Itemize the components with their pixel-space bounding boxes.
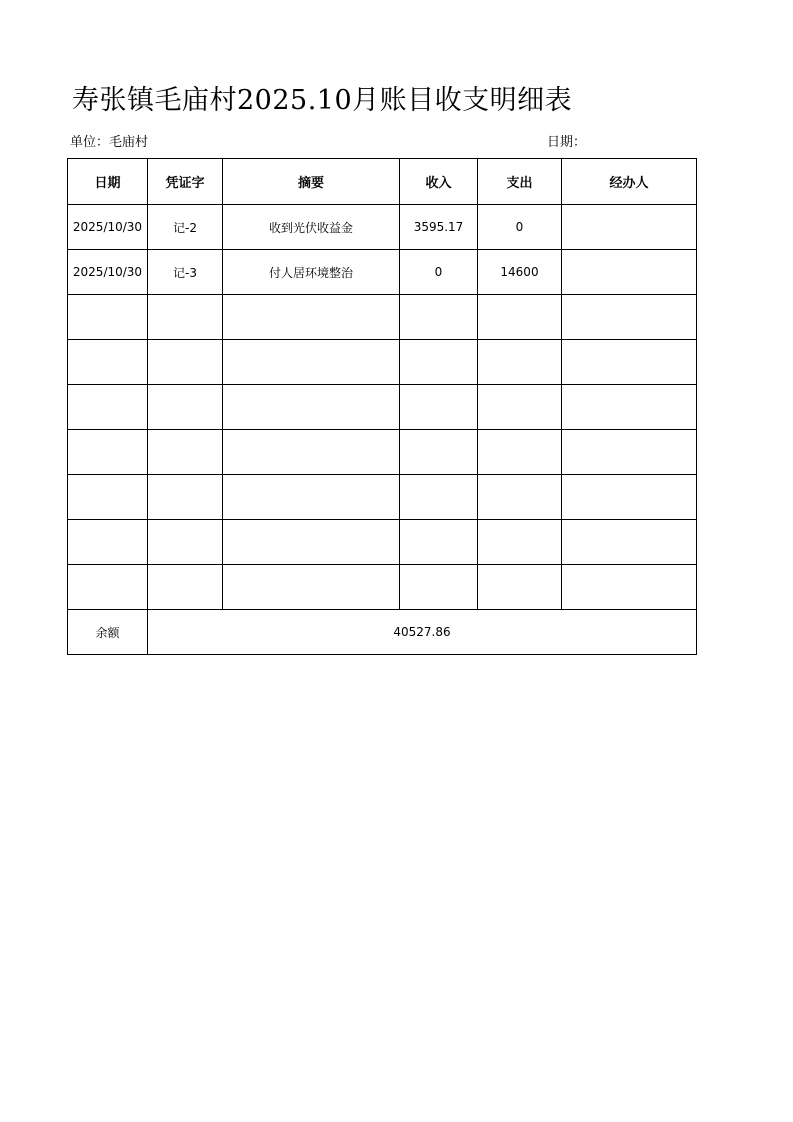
cell-voucher: 记-3	[148, 250, 223, 295]
col-header-date: 日期	[68, 159, 148, 205]
empty-cell	[400, 385, 478, 430]
empty-cell	[223, 430, 400, 475]
empty-cell	[148, 340, 223, 385]
empty-cell	[562, 475, 697, 520]
empty-cell	[478, 520, 562, 565]
cell-handler	[562, 250, 697, 295]
cell-income: 0	[400, 250, 478, 295]
empty-cell	[148, 430, 223, 475]
cell-summary: 付人居环境整治	[223, 250, 400, 295]
empty-cell	[562, 385, 697, 430]
empty-cell	[562, 340, 697, 385]
empty-cell	[68, 520, 148, 565]
empty-cell	[148, 565, 223, 610]
empty-cell	[400, 430, 478, 475]
empty-cell	[223, 295, 400, 340]
empty-cell	[223, 565, 400, 610]
cell-date: 2025/10/30	[68, 205, 148, 250]
empty-row	[68, 475, 697, 520]
empty-cell	[478, 475, 562, 520]
empty-row	[68, 520, 697, 565]
empty-cell	[223, 520, 400, 565]
empty-cell	[478, 565, 562, 610]
empty-row	[68, 295, 697, 340]
empty-cell	[478, 430, 562, 475]
page-title: 寿张镇毛庙村2025.10月账目收支明细表	[72, 85, 573, 116]
empty-cell	[148, 385, 223, 430]
empty-cell	[148, 295, 223, 340]
empty-cell	[223, 340, 400, 385]
ledger-table	[67, 158, 697, 655]
cell-handler	[562, 205, 697, 250]
empty-cell	[562, 295, 697, 340]
empty-cell	[68, 385, 148, 430]
empty-cell	[223, 385, 400, 430]
date-label: 日期：	[547, 135, 587, 150]
cell-income: 3595.17	[400, 205, 478, 250]
empty-cell	[562, 520, 697, 565]
cell-summary: 收到光伏收益金	[223, 205, 400, 250]
empty-cell	[68, 295, 148, 340]
empty-cell	[68, 475, 148, 520]
empty-row	[68, 430, 697, 475]
cell-voucher: 记-2	[148, 205, 223, 250]
empty-cell	[562, 565, 697, 610]
empty-cell	[400, 340, 478, 385]
balance-value: 40527.86	[148, 610, 697, 655]
empty-cell	[400, 475, 478, 520]
empty-cell	[562, 430, 697, 475]
empty-cell	[223, 475, 400, 520]
cell-expense: 0	[478, 205, 562, 250]
cell-date: 2025/10/30	[68, 250, 148, 295]
table-row	[68, 250, 697, 295]
col-header-income: 收入	[400, 159, 478, 205]
empty-cell	[68, 340, 148, 385]
header-row	[68, 159, 697, 205]
col-header-handler: 经办人	[562, 159, 697, 205]
empty-row	[68, 565, 697, 610]
col-header-summary: 摘要	[223, 159, 400, 205]
empty-cell	[400, 520, 478, 565]
empty-cell	[148, 520, 223, 565]
col-header-voucher: 凭证字	[148, 159, 223, 205]
empty-row	[68, 340, 697, 385]
table-row	[68, 205, 697, 250]
empty-cell	[400, 295, 478, 340]
empty-cell	[148, 475, 223, 520]
col-header-expense: 支出	[478, 159, 562, 205]
empty-cell	[68, 430, 148, 475]
balance-row	[68, 610, 697, 655]
empty-cell	[478, 340, 562, 385]
cell-expense: 14600	[478, 250, 562, 295]
empty-cell	[68, 565, 148, 610]
unit-label: 单位：毛庙村	[70, 135, 149, 150]
empty-cell	[478, 295, 562, 340]
empty-cell	[478, 385, 562, 430]
empty-row	[68, 385, 697, 430]
balance-label: 余额	[68, 610, 148, 655]
empty-cell	[400, 565, 478, 610]
